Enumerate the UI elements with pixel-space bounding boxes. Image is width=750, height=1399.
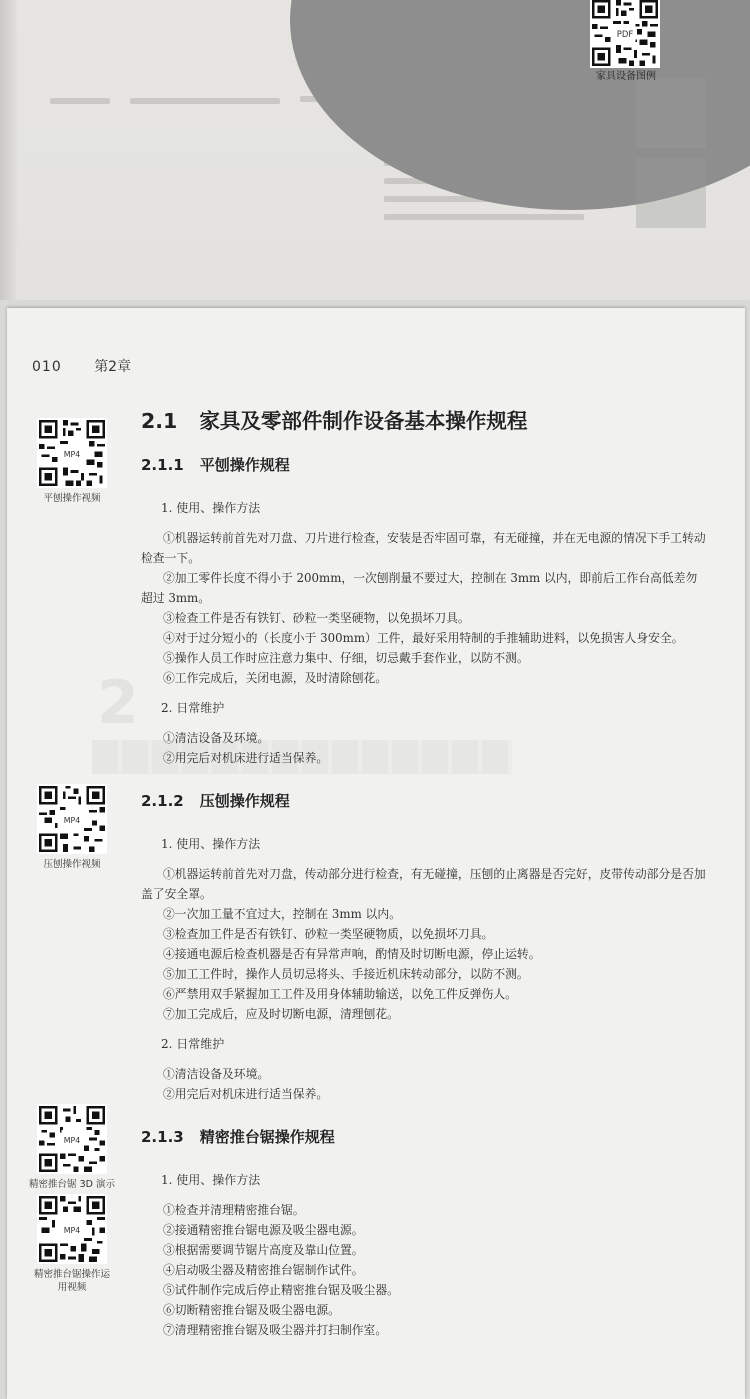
list-item: ①机器运转前首先对刀盘，传动部分进行检查，有无碰撞，压刨的止离器是否完好，皮带传动部分是否加盖了安全罩。 (141, 867, 706, 901)
svg-text:MP4: MP4 (63, 1225, 81, 1235)
qr-label: 压刨操作视频 (43, 859, 101, 870)
qr-label: 精密推台锯 3D 演示 (29, 1179, 115, 1190)
list-item: ⑥切断精密推台锯及吸尘器电源。 (163, 1303, 340, 1317)
qr-code-mp4-icon (37, 418, 107, 488)
chapter-label: 第2章 (94, 359, 132, 375)
svg-text:PDF: PDF (616, 28, 634, 39)
list-item: ①机器运转前首先对刀盘、刀片进行检查，安装是否牢固可靠，有无碰撞，并在无电源的情况下手工转动检查一下。 (141, 531, 706, 565)
list-item: ③检查加工件是否有铁钉、砂粒一类坚硬物质，以免损坏刀具。 (163, 927, 494, 941)
list-item: ⑦加工完成后，应及时切断电源，清理刨花。 (163, 1007, 399, 1021)
qr-code-mp4-icon (37, 784, 107, 854)
page-header (32, 356, 131, 376)
list-item: ①清洁设备及环境。 (163, 731, 270, 745)
qr-code-ghost-icon (636, 78, 706, 228)
subheading: 1. 使用、操作方法 (161, 501, 261, 515)
list-item: ④对于过分短小的（长度小于 300mm）工件，最好采用特制的手推辅助进料，以免损害人身安全。 (163, 631, 684, 645)
list-item: ②用完后对机床进行适当保养。 (163, 1087, 329, 1101)
qr-block-planer (17, 418, 127, 505)
list-item: ④接通电源后检查机器是否有异常声响，酌情及时切断电源，停止运转。 (163, 947, 541, 961)
list-item: ⑥严禁用双手紧握加工工件及用身体辅助输送，以免工件反弹伤人。 (163, 987, 517, 1001)
subheading: 1. 使用、操作方法 (161, 1173, 261, 1187)
watermark-digit: 2 (97, 668, 139, 738)
qr-label: 平刨操作视频 (43, 493, 101, 504)
content (141, 404, 721, 1340)
list-item: ⑤试件制作完成后停止精密推台锯及吸尘器。 (163, 1283, 399, 1297)
qr-code-label: 家具设备图例 (596, 71, 656, 82)
svg-text:MP4: MP4 (63, 1135, 81, 1145)
svg-text:MP4: MP4 (63, 815, 81, 825)
page-number: 010 (32, 359, 62, 375)
svg-text:MP4: MP4 (63, 449, 81, 459)
list-item: ⑤加工工件时，操作人员切忌将头、手接近机床转动部分，以防不测。 (163, 967, 529, 981)
list-item: ⑦清理精密推台锯及吸尘器并打扫制作室。 (163, 1323, 388, 1337)
subsection-title: 2.1.1 平刨操作规程 (141, 456, 290, 474)
qr-block-saw-video (17, 1194, 127, 1294)
list-item: ④启动吸尘器及精密推台锯制作试件。 (163, 1263, 364, 1277)
previous-page (0, 0, 750, 300)
qr-block-thicknesser (17, 784, 127, 871)
subsection-title: 2.1.3 精密推台锯操作规程 (141, 1128, 335, 1146)
subheading: 2. 日常维护 (161, 1037, 225, 1051)
list-item: ②用完后对机床进行适当保养。 (163, 751, 329, 765)
list-item: ③检查工件是否有铁钉、砂粒一类坚硬物，以免损坏刀具。 (163, 611, 470, 625)
list-item: ⑥工作完成后，关闭电源，及时清除刨花。 (163, 671, 388, 685)
list-item: ②一次加工量不宜过大，控制在 3mm 以内。 (163, 907, 401, 921)
qr-block-saw-3d (17, 1104, 127, 1191)
qr-code-pdf-icon (590, 0, 660, 68)
qr-code-mp4-icon (37, 1104, 107, 1174)
qr-label: 精密推台锯操作运用视频 (33, 1269, 110, 1293)
qr-code-mp4-icon (37, 1194, 107, 1264)
subsection-title: 2.1.2 压刨操作规程 (141, 792, 290, 810)
list-item: ②接通精密推台锯电源及吸尘器电源。 (163, 1223, 364, 1237)
book-page (7, 308, 745, 1399)
list-item: ⑤操作人员工作时应注意力集中、仔细，切忌戴手套作业，以防不测。 (163, 651, 529, 665)
list-item: ②加工零件长度不得小于 200mm，一次刨削量不要过大，控制在 3mm 以内，即前后工作台高低差勿超过 3mm。 (141, 571, 698, 605)
list-item: ①清洁设备及环境。 (163, 1067, 270, 1081)
list-item: ①检查并清理精密推台锯。 (163, 1203, 305, 1217)
list-item: ③根据需要调节锯片高度及靠山位置。 (163, 1243, 364, 1257)
subheading: 2. 日常维护 (161, 701, 225, 715)
section-title: 2.1 家具及零部件制作设备基本操作规程 (141, 409, 528, 433)
subheading: 1. 使用、操作方法 (161, 837, 261, 851)
